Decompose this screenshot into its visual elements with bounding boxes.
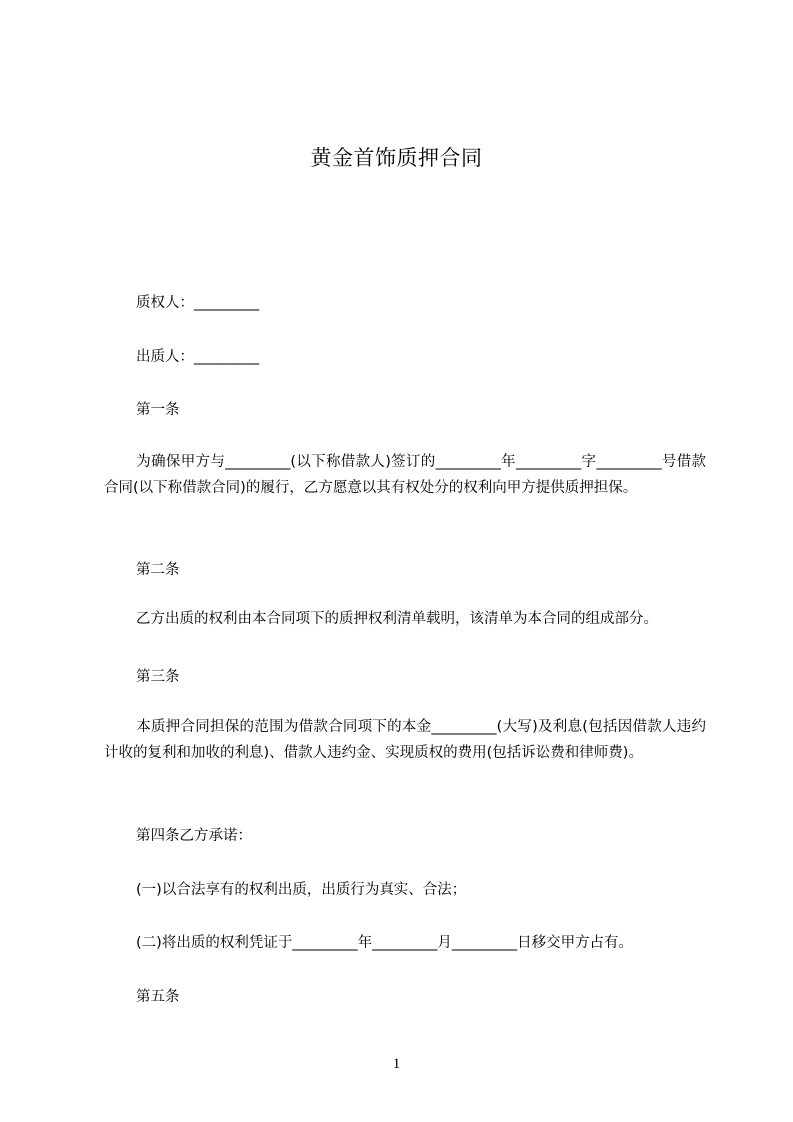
article-3-text <box>104 714 706 766</box>
pledgor-line: 出质人：_________ <box>136 349 260 365</box>
article-3-body: 本质押合同担保的范围为借款合同项下的本金_________(大写)及利息(包括因借款人违约计收的复利和加收的利息)、借款人违约金、实现质权的费用(包括诉讼费和律师费)。 <box>104 719 706 761</box>
article-4-item-1: (一)以合法享有的权利出质，出质行为真实、合法； <box>136 882 467 898</box>
article-4-heading: 第四条乙方承诺： <box>136 828 252 844</box>
article-1-text <box>104 449 706 501</box>
article-2-text: 乙方出质的权利由本合同项下的质押权利清单载明，该清单为本合同的组成部分。 <box>136 611 658 627</box>
article-5-heading: 第五条 <box>136 989 180 1005</box>
article-4-item-2: (二)将出质的权利凭证于_________年_________月_________日移交甲方占有。 <box>136 935 634 951</box>
page-number: 1 <box>392 1056 401 1072</box>
article-3-heading: 第三条 <box>136 669 180 685</box>
article-2-heading: 第二条 <box>136 562 180 578</box>
page-title: 黄金首饰质押合同 <box>310 146 483 170</box>
article-1-body: 为确保甲方与_________(以下称借款人)签订的_________年_________字_________号借款合同(以下称借款合同)的履行，乙方愿意以其有权处分的权利向甲方提供质押担保。 <box>104 454 706 496</box>
article-1-heading: 第一条 <box>136 402 180 418</box>
pledgee-line: 质权人：_________ <box>136 295 260 311</box>
